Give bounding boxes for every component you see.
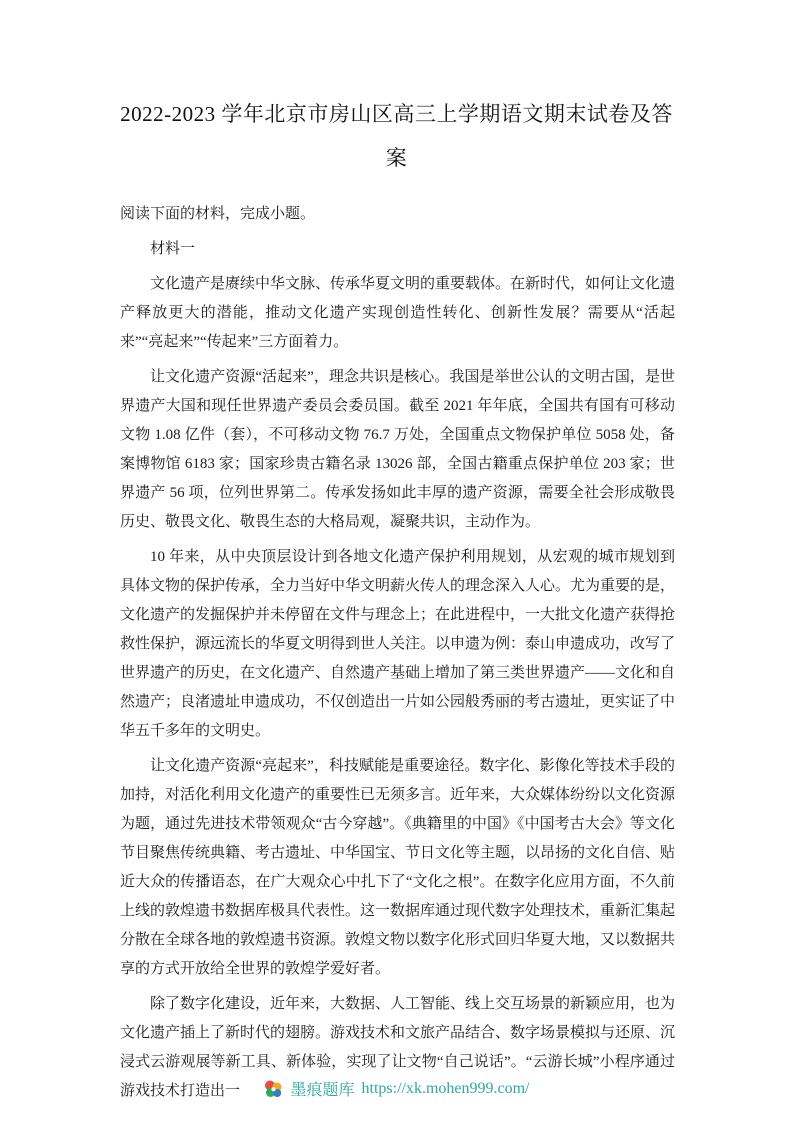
body-paragraph: 除了数字化建设，近年来，大数据、人工智能、线上交互场景的新颖应用，也为文化遗产插上了新时代的翅膀。游戏技术和文旅产品结合、数字场景模拟与还原、沉浸式云游观展等新工具、新体验，实现了让文物“自己说话”。“云游长城”小程序通过游戏技术打造出一: [120, 996, 676, 1099]
mohen-logo-icon: [263, 1079, 283, 1099]
body-paragraph: 文化遗产是赓续中华文脉、传承华夏文明的重要载体。在新时代，如何让文化遗产释放更大的潜能，推动文化遗产实现创造性转化、创新性发展？需要从“活起来”“亮起来”“传起来”三方面着力。: [120, 276, 676, 350]
material-heading: 材料一: [150, 241, 196, 257]
body-paragraph: 让文化遗产资源“亮起来”，科技赋能是重要途径。数字化、影像化等技术手段的加持，对活化利用文化遗产的重要性已无须多言。近年来，大众媒体纷纷以文化资源为题，通过先进技术带领观众“古今穿越”。《典籍里的中国》《中国考古大会》等文化节目聚焦传统典籍、考古遗址、中华国宝、节日文化等主题，以昂扬的文化自信、贴近大众的传播语态，在广大观众心中扎下了“文化之根”。在数字化应用方面，不久前上线的敦煌遗书数据库极具代表性。这一数据库通过现代数字处理技术，重新汇集起分散在全球各地的敦煌遗书资源。敦煌文物以数字化形式回归华夏大地，又以数据共享的方式开放给全世界的敦煌学爱好者。: [120, 758, 676, 977]
footer-site-name: 墨痕题库: [290, 1082, 355, 1099]
reading-instruction: 阅读下面的材料，完成小题。: [120, 206, 316, 222]
footer-site-url[interactable]: https://xk.mohen999.com/: [361, 1079, 530, 1097]
document-body: [0, 194, 793, 1106]
document-title: 2022-2023 学年北京市房山区高三上学期语文期末试卷及答案: [120, 102, 673, 170]
body-paragraph: 10 年来，从中央顶层设计到各地文化遗产保护利用规划，从宏观的城市规划到具体文物的保护传承，全力当好中华文明薪火传人的理念深入人心。尤为重要的是，文化遗产的发掘保护并未停留在文件与理念上；在此进程中，一大批文化遗产获得抢救性保护，源远流长的华夏文明得到世人关注。以申遗为例：泰山申遗成功，改写了世界遗产的历史，在文化遗产、自然遗产基础上增加了第三类世界遗产——文化和自然遗产；良渚遗址申遗成功，不仅创造出一片如公园般秀丽的考古遗址，更实证了中华五千多年的文明史。: [120, 549, 676, 739]
body-paragraph: 让文化遗产资源“活起来”，理念共识是核心。我国是举世公认的文明古国，是世界遗产大国和现任世界遗产委员会委员国。截至 2021 年年底，全国共有国有可移动文物 1.08 亿件（套），不可移动文物 76.7 万处，全国重点文物保护单位 5058 处，备案博物馆 6183 家；国家珍贵古籍名录 13026 部，全国古籍重点保护单位 203 家；世界遗产 56 项，位列世界第二。传承发扬如此丰厚的遗产资源，需要全社会形成敬畏历史、敬畏文化、敬畏生态的大格局观，凝聚共识，主动作为。: [120, 369, 675, 530]
page-footer: [0, 1077, 793, 1100]
